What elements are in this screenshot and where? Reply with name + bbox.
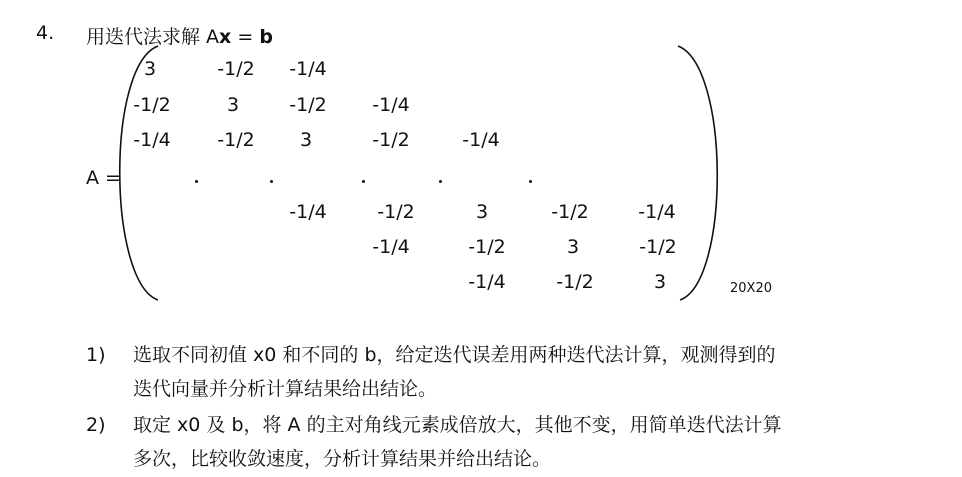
- ellipsis-dot: [195, 180, 198, 183]
- matrix-cell: -1/4: [289, 201, 327, 223]
- matrix-cell: 3: [653, 271, 667, 293]
- matrix-right-paren: [678, 46, 717, 300]
- ellipsis-dot: [529, 180, 532, 183]
- problem-title-prefix: 用迭代法求解 A: [86, 26, 220, 48]
- problem-title-eq: =: [231, 26, 260, 48]
- ellipsis-dot: [270, 180, 273, 183]
- matrix-cell: -1/4: [462, 129, 500, 151]
- task-2-number: 2): [86, 414, 106, 436]
- matrix-cell: 3: [299, 129, 313, 151]
- matrix-cell: -1/4: [133, 129, 171, 151]
- matrix-label: A =: [86, 167, 121, 189]
- task-1-line-1: 选取不同初值 x0 和不同的 b，给定迭代误差用两种迭代法计算，观测得到的: [133, 344, 776, 366]
- matrix-cell: -1/4: [372, 94, 410, 116]
- problem-title-b: b: [259, 26, 273, 48]
- matrix-cell: -1/2: [468, 236, 506, 258]
- matrix-cell: 3: [226, 94, 240, 116]
- matrix-cell: 3: [143, 58, 157, 80]
- matrix-cell: -1/2: [377, 201, 415, 223]
- matrix-cell: -1/4: [372, 236, 410, 258]
- task-2-line-2: 多次，比较收敛速度，分析计算结果并给出结论。: [133, 448, 552, 470]
- matrix-cell: 3: [566, 236, 580, 258]
- problem-title-x: x: [219, 26, 232, 48]
- task-2-line-1: 取定 x0 及 b，将 A 的主对角线元素成倍放大，其他不变，用简单迭代法计算: [133, 414, 782, 436]
- matrix-cell: -1/4: [638, 201, 676, 223]
- task-1-number: 1): [86, 344, 106, 366]
- matrix-cell: -1/4: [468, 271, 506, 293]
- matrix-cell: -1/2: [289, 94, 327, 116]
- ellipsis-dot: [362, 180, 365, 183]
- matrix-cell: -1/2: [639, 236, 677, 258]
- matrix-cell: -1/2: [551, 201, 589, 223]
- matrix-left-paren: [120, 46, 158, 300]
- matrix-cell: 3: [475, 201, 489, 223]
- matrix-dimension: 20X20: [730, 281, 772, 296]
- matrix-cell: -1/2: [133, 94, 171, 116]
- task-1-line-2: 迭代向量并分析计算结果给出结论。: [133, 378, 438, 400]
- matrix-cell: -1/2: [217, 58, 255, 80]
- matrix-cell: -1/4: [289, 58, 327, 80]
- problem-number: 4.: [36, 22, 55, 44]
- ellipsis-dot: [439, 180, 442, 183]
- matrix-cell: -1/2: [372, 129, 410, 151]
- matrix-cell: -1/2: [556, 271, 594, 293]
- matrix-cell: -1/2: [217, 129, 255, 151]
